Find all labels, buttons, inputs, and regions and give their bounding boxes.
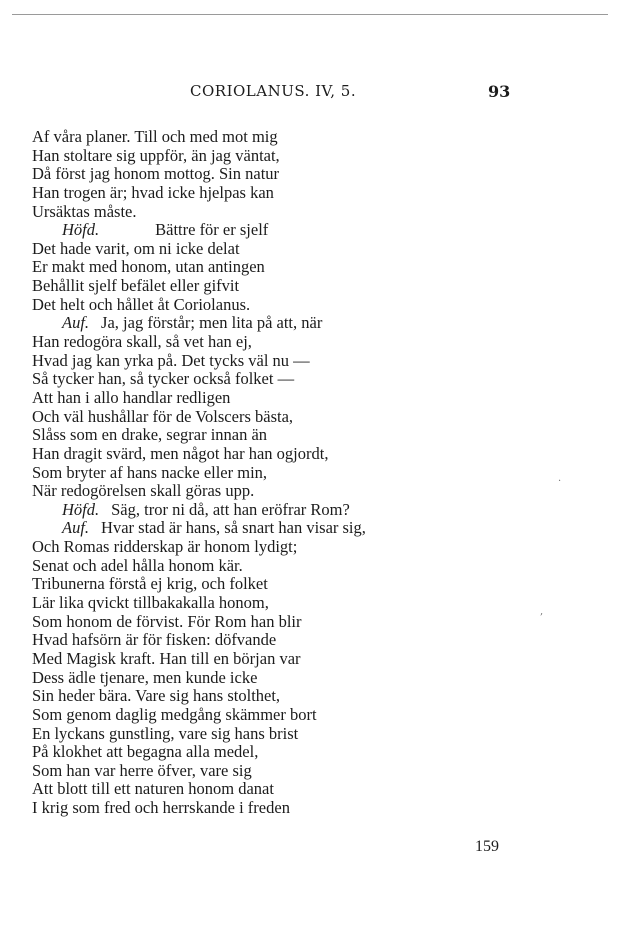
line-text: Med Magisk kraft. Han till en början var [32,648,301,668]
line-text: Er makt med honom, utan antingen [32,257,265,277]
speech-line [32,519,472,538]
verse-line [32,780,472,799]
line-text: Tribunerna förstå ej krig, och folket [32,574,268,594]
verse-line [32,426,472,445]
verse-line [32,687,472,706]
printer-signature: 159 [475,838,499,855]
speech-line [32,314,472,333]
line-text: Som honom de förvist. För Rom han blir [32,611,302,631]
line-text: Ja, jag förstår; men lita på att, när [101,313,323,333]
verse-line [32,445,472,464]
line-text: Det helt och hållet åt Coriolanus. [32,294,251,314]
verse-line [32,557,472,576]
line-text: På klokhet att begagna alla medel, [32,742,259,762]
line-text: Att blott till ett naturen honom danat [32,779,274,799]
line-text: Det hade varit, om ni icke delat [32,238,240,258]
verse-text [32,128,472,818]
verse-line [32,706,472,725]
line-text: I krig som fred och herrskande i freden [32,798,290,818]
line-text: Hvad jag kan yrka på. Det tycks väl nu — [32,350,310,370]
line-text: Som bryter af hans nacke eller min, [32,462,268,482]
line-text: Att han i allo handlar redligen [32,387,231,407]
verse-line [32,762,472,781]
verse-line [32,277,472,296]
margin-speck: , [540,606,544,617]
line-text: Hvar stad är hans, så snart han visar sig, [101,518,366,538]
line-text: När redogörelsen skall göras upp. [32,481,255,501]
verse-line [32,333,472,352]
verse-line [32,203,472,222]
speaker-name: Auf. [62,313,90,333]
verse-line [32,538,472,557]
line-text: Hvad hafsörn är för fisken: döfvande [32,630,277,650]
top-rule [12,14,608,15]
line-text: Och Romas ridderskap är honom lydigt; [32,537,298,557]
speech-line [32,501,472,520]
margin-speck: · [558,476,562,487]
speaker-name: Auf. [62,518,90,538]
verse-line [32,650,472,669]
line-text: Han stoltare sig uppför, än jag väntat, [32,145,280,165]
line-text: Sin heder bära. Vare sig hans stolthet, [32,686,281,706]
verse-line [32,725,472,744]
line-text: Som genom daglig medgång skämmer bort [32,704,317,724]
verse-line [32,799,472,818]
verse-line [32,165,472,184]
speech-line [32,221,472,240]
line-text: Som han var herre öfver, vare sig [32,760,252,780]
verse-line [32,389,472,408]
line-text: Ursäktas måste. [32,201,137,221]
line-text: Lär lika qvickt tillbakakalla honom, [32,593,269,613]
line-text: Så tycker han, så tycker också folket — [32,369,295,389]
verse-line [32,575,472,594]
verse-line [32,613,472,632]
line-text: Säg, tror ni då, att han eröfrar Rom? [111,499,350,519]
line-text: Han dragit svärd, men något har han ogjordt, [32,443,329,463]
line-text: En lyckans gunstling, vare sig hans brist [32,723,299,743]
verse-line [32,147,472,166]
line-text: Af våra planer. Till och med mot mig [32,127,278,146]
verse-line [32,352,472,371]
verse-line [32,631,472,650]
line-text: Slåss som en drake, segrar innan än [32,425,268,445]
line-text: Och väl hushållar för de Volscers bästa, [32,406,294,426]
verse-line [32,743,472,762]
verse-line [32,128,472,147]
verse-line [32,669,472,688]
page-number: 93 [488,82,511,101]
line-text: Dess ädle tjenare, men kunde icke [32,667,258,687]
page-header [0,82,624,106]
verse-line [32,464,472,483]
verse-line [32,258,472,277]
verse-line [32,296,472,315]
running-title: CORIOLANUS. IV, 5. [190,82,357,100]
line-text: Han redogöra skall, så vet han ej, [32,332,252,352]
line-text: Då först jag honom mottog. Sin natur [32,164,280,184]
line-text: Behållit sjelf befälet eller gifvit [32,276,240,296]
line-text: Han trogen är; hvad icke hjelpas kan [32,182,274,202]
verse-line [32,408,472,427]
speaker-name: Höfd. [62,220,100,240]
verse-line [32,240,472,259]
line-text: Senat och adel hålla honom kär. [32,555,243,575]
line-text: Bättre för er sjelf [155,220,269,240]
speaker-name: Höfd. [62,499,100,519]
verse-line [32,594,472,613]
verse-line [32,370,472,389]
verse-line [32,184,472,203]
verse-line [32,482,472,501]
